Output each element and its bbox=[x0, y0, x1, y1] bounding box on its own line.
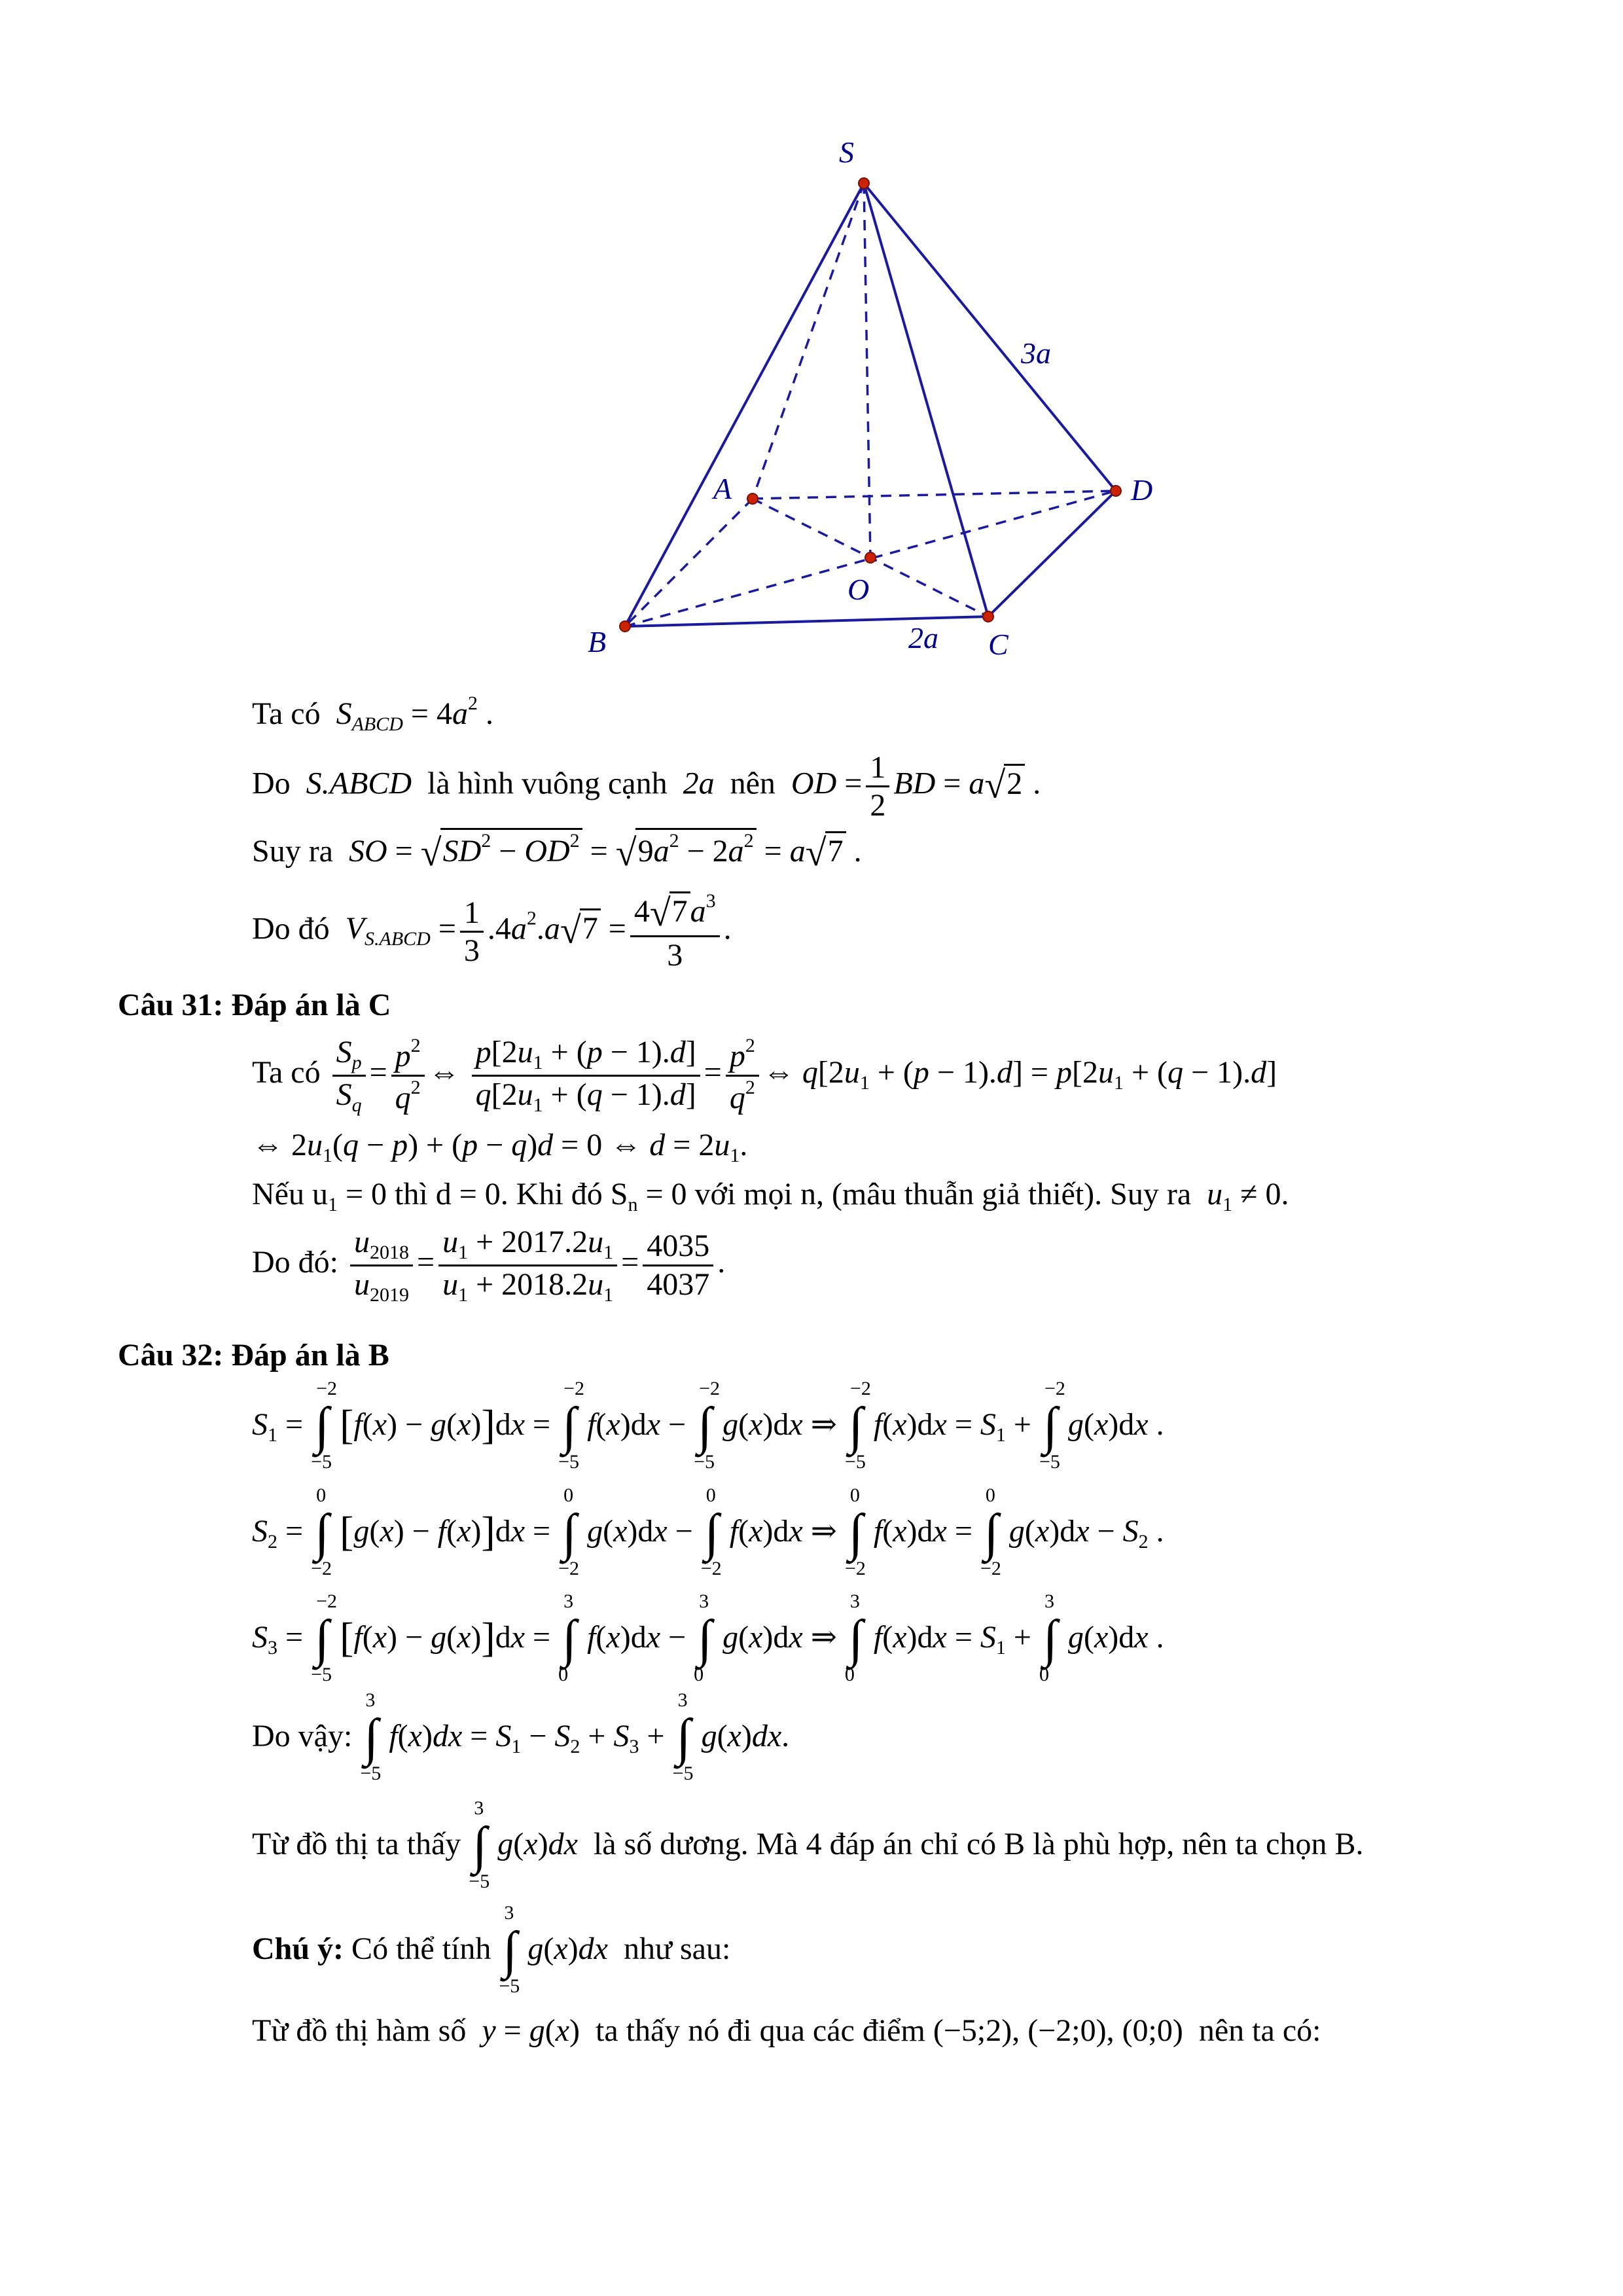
q32-dovay-line: Do vậy: 3 ∫ −5 $f(x)dx = S_1 - S_2 + S_3$ + 3 ∫ −5 g(x)dx. bbox=[252, 1689, 790, 1784]
q31-idx2: 2019 bbox=[370, 1283, 409, 1306]
edge-so bbox=[864, 183, 870, 558]
edge-sc bbox=[864, 183, 988, 617]
edge-cd bbox=[988, 491, 1116, 617]
q31-idx1: 2018 bbox=[370, 1242, 409, 1263]
label-b: B bbox=[588, 625, 607, 658]
q32-point-3: (0;0) bbox=[1122, 2013, 1183, 2048]
edge-sa bbox=[753, 183, 864, 499]
edge-ab bbox=[625, 499, 753, 626]
edge-sb bbox=[625, 183, 864, 626]
pyramid-figure bbox=[0, 0, 1623, 707]
point-o bbox=[865, 552, 876, 563]
q31-line2: ⇔ $2u_1(q - p) + (p - q)d = 0$ ⇔ $d = 2u_1$. bbox=[252, 1128, 748, 1166]
q31-line1: Ta có $\frac{S_p}{S_q}$ = $\frac{p^2}{q^2}$ ⇔ $\frac{p[2u_1 + (p - 1).d]}{q[2u_1 + (q - 1).d]}$ = $\frac{p^2}{q^2}$ ⇔ $q[2u_1 + (p - 1).d] = p[2u_1 + (q - 1).d]$ bbox=[252, 1035, 1277, 1116]
q31-l3-b: = 0 thì d = 0. Khi đó S bbox=[345, 1177, 628, 1211]
q31-coef1: 2017 bbox=[501, 1225, 565, 1259]
sol30-line2: Do S.ABCD là hình vuông cạnh 2a nên OD = $\frac{1}{2}$ BD = a√2 . bbox=[252, 750, 1041, 823]
label-s: S bbox=[839, 135, 854, 169]
q32-last-line: Từ đồ thị hàm số y = g(x) ta thấy nó đi qua các điểm (−5;2), (−2;0), (0;0) nên ta có: bbox=[252, 2013, 1321, 2048]
point-d bbox=[1111, 486, 1121, 496]
q32-chuy-post: như sau: bbox=[623, 1931, 731, 1966]
label-edge-sd: 3a bbox=[1021, 336, 1051, 370]
point-a bbox=[747, 493, 758, 504]
sol30-l2-mid2: nên bbox=[730, 766, 776, 801]
sol30-line4: Do đó $V_{S.ABCD}$ = $\frac{1}{3}$ $.4a^2.a√7$ = $\frac{4√7a^3}{3}$ . bbox=[252, 890, 732, 973]
point-s bbox=[859, 178, 869, 188]
sol30-l2-mid1: là hình vuông cạnh bbox=[427, 766, 668, 801]
q32-chuy-pre: Có thể tính bbox=[351, 1931, 491, 1966]
q32-s1-line: $S_1$ = −2 ∫ −5 [f(x) − g(x)]dx = −2 ∫ −5 f(x)dx − −2 ∫ −5 g(x)dx ⇒ −2 ∫ −5 $f(x)dx = S_1$ + −2 ∫ −5 g(x)dx . bbox=[252, 1377, 1164, 1473]
sol30-line3: Suy ra SO = $√SD^2 - OD^2 = √9a^2 - 2a^2 = a√7$ . bbox=[252, 828, 862, 874]
sol30-line1: Ta có $S_{ABCD} = 4a^2$ . bbox=[252, 692, 493, 735]
q31-line3: Nếu $u_1 = 0$ thì d = 0. Khi đó $S_n = 0$ với mọi n, (mâu thuẫn giả thiết). Suy ra $u_1 \ne 0$. bbox=[252, 1177, 1289, 1215]
q32-heading: Câu 32: Đáp án là B bbox=[118, 1338, 389, 1372]
sol30-l1-text: Ta có bbox=[252, 696, 321, 731]
q32-s3-line: $S_3$ = −2 ∫ −5 [f(x) − g(x)]dx = 3 ∫ 0 f(x)dx − 3 ∫ 0 g(x)dx ⇒ 3 ∫ 0 $f(x)dx = S_1$ + 3 ∫ 0 g(x)dx . bbox=[252, 1590, 1164, 1685]
label-a: A bbox=[713, 472, 732, 505]
q32-tudothi-pre: Từ đồ thị ta thấy bbox=[252, 1827, 461, 1861]
q31-l3-a: Nếu u bbox=[252, 1177, 328, 1211]
label-edge-bc: 2a bbox=[908, 621, 938, 655]
q31-frac-den: 4037 bbox=[647, 1266, 710, 1302]
q31-frac-num: 4035 bbox=[643, 1228, 713, 1266]
q32-tudothi-post: là số dương. Mà 4 đáp án chỉ có B là phù hợp, nên ta chọn B. bbox=[593, 1827, 1364, 1861]
q32-chuy-line: Chú ý: Có thể tính 3 ∫ −5 g(x)dx như sau: bbox=[252, 1901, 731, 1997]
q32-chuy-label: Chú ý: bbox=[252, 1931, 344, 1966]
q32-point-2: (−2;0) bbox=[1027, 2013, 1107, 2048]
q32-dovay-text: Do vậy: bbox=[252, 1719, 353, 1753]
label-d: D bbox=[1131, 473, 1153, 507]
q31-coef2: 2018 bbox=[501, 1266, 565, 1302]
q32-tudothi-line: Từ đồ thị ta thấy 3 ∫ −5 g(x)dx là số dương. Mà 4 đáp án chỉ có B là phù hợp, nên ta chọn B. bbox=[252, 1797, 1364, 1892]
q32-last-post: nên ta có: bbox=[1198, 2013, 1321, 2048]
q31-heading: Câu 31: Đáp án là C bbox=[118, 988, 391, 1022]
label-o: O bbox=[847, 573, 870, 606]
q32-last-pre: Từ đồ thị hàm số bbox=[252, 2013, 467, 2048]
edge-sd bbox=[864, 183, 1116, 491]
point-b bbox=[620, 621, 630, 632]
q31-l3-c: = 0 với mọi n, (mâu thuẫn giả thiết). Suy ra bbox=[645, 1177, 1192, 1211]
edge-ad bbox=[753, 491, 1116, 499]
sol30-l4-text: Do đó bbox=[252, 911, 330, 946]
sol30-l3-text: Suy ra bbox=[252, 834, 333, 869]
q31-l1-text: Ta có bbox=[252, 1055, 321, 1090]
label-c: C bbox=[988, 628, 1008, 661]
q32-s2-line: $S_2$ = 0 ∫ −2 [g(x) − f(x)]dx = 0 ∫ −2 g(x)dx − 0 ∫ −2 f(x)dx ⇒ 0 ∫ −2 f(x)dx = 0 ∫ −2 $g(x)dx - S_2$ . bbox=[252, 1484, 1164, 1579]
q32-last-mid: ta thấy nó đi qua các điểm bbox=[596, 2013, 925, 2048]
sol30-l2-text: Do bbox=[252, 766, 291, 801]
q32-point-1: (−5;2) bbox=[933, 2013, 1012, 2048]
q31-line4: Do đó: $\frac{u_{2018}}{u_{2019}}$ = $\frac{u_1 + 2017.2u_1}{u_1 + 2018.2u_1}$ = $\frac{4035}{4037}$ . bbox=[252, 1225, 726, 1306]
q31-l4-text: Do đó: bbox=[252, 1245, 338, 1280]
point-c bbox=[983, 611, 993, 622]
